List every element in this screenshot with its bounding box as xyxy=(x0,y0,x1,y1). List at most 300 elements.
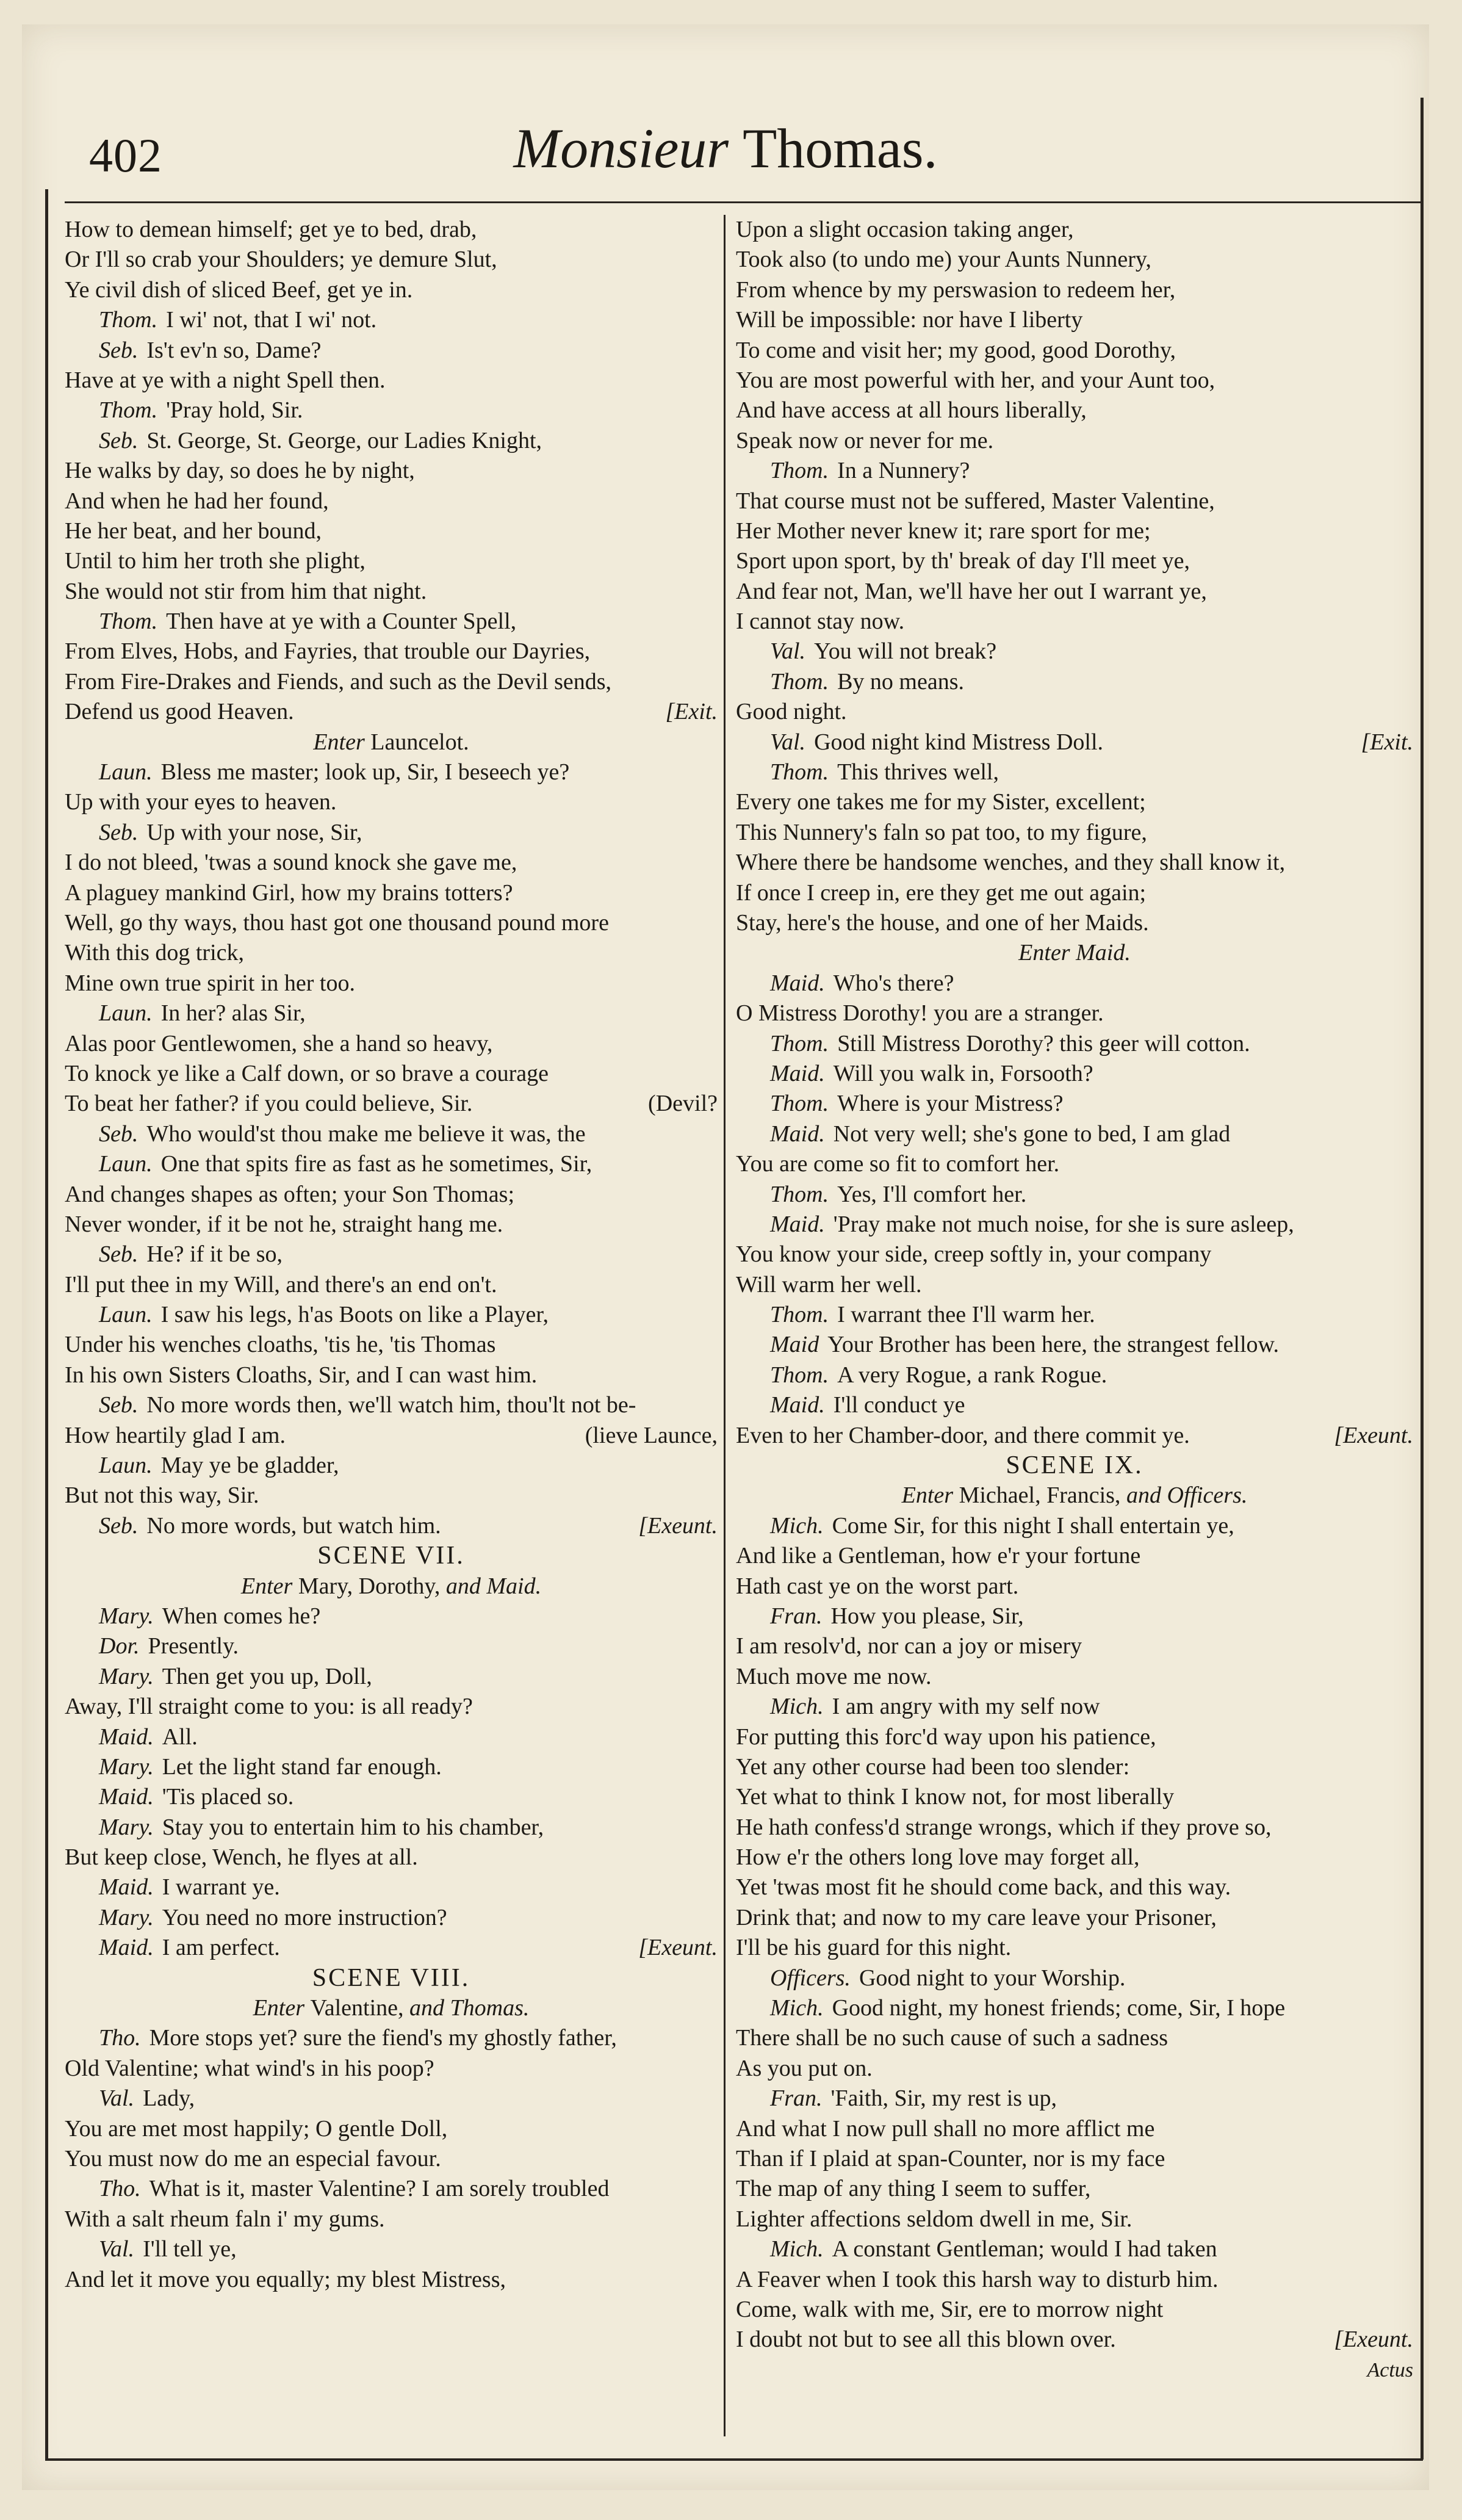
speaker-name: Mary. xyxy=(99,1663,154,1689)
verse-text: Where there be handsome wenches, and they shall know it, xyxy=(736,850,1286,876)
verse-line xyxy=(65,1692,718,1722)
speech-text: Who's there? xyxy=(833,970,954,996)
speaker-name: Laun. xyxy=(99,1302,153,1328)
speaker-name: Seb. xyxy=(99,337,139,363)
speech-text: He? if it be so, xyxy=(146,1241,283,1268)
speaker-name: Mary. xyxy=(99,1904,154,1930)
verse-line xyxy=(736,1149,1413,1179)
verse-text: I'll be his guard for this night. xyxy=(736,1935,1012,1961)
page-header xyxy=(22,116,1429,214)
verse-text: She would not stir from him that night. xyxy=(65,578,427,604)
verse-text: And changes shapes as often; your Son Thomas; xyxy=(65,1181,515,1207)
stage-direction-rest: and Maid. xyxy=(445,1573,542,1599)
verse-text: How to demean himself; get ye to bed, drab, xyxy=(65,217,477,242)
verse-line xyxy=(65,787,718,817)
verse-text: And when he had her found, xyxy=(65,488,329,514)
speech-line xyxy=(736,2234,1413,2264)
speech-text: By no means. xyxy=(837,668,965,695)
speaker-name: Thom. xyxy=(99,397,158,424)
speaker-name: Maid. xyxy=(99,1935,154,1961)
speech-text: Come Sir, for this night I shall entertain ye, xyxy=(832,1512,1234,1539)
verse-line xyxy=(736,2325,1413,2355)
speech-text: St. George, St. George, our Ladies Knight, xyxy=(146,427,542,453)
verse-text: Yet any other course had been too slender: xyxy=(736,1753,1130,1780)
speech-line xyxy=(65,1451,718,1481)
speech-text: Then have at ye with a Counter Spell, xyxy=(166,608,517,635)
scene-heading: SCENE VIII. xyxy=(312,1963,470,1992)
verse-line xyxy=(65,1029,718,1059)
verse-line xyxy=(736,426,1413,456)
verse-line xyxy=(65,456,718,486)
speech-line xyxy=(736,1993,1413,2023)
verse-text: How e'r the others long love may forget all, xyxy=(736,1844,1140,1871)
speech-text: 'Faith, Sir, my rest is up, xyxy=(830,2085,1057,2112)
verse-text: Hath cast ye on the worst part. xyxy=(736,1573,1019,1599)
speech-text: Good night, my honest friends; come, Sir, I hope xyxy=(832,1995,1286,2021)
verse-line xyxy=(736,697,1413,727)
speaker-name: Laun. xyxy=(99,1151,153,1177)
verse-text: Defend us good Heaven. xyxy=(65,699,294,725)
speech-line xyxy=(65,426,718,456)
stage-direction-names: Mary, Dorothy, xyxy=(298,1573,441,1599)
verse-text: From Elves, Hobs, and Fayries, that trouble our Dayries, xyxy=(65,638,591,665)
verse-line xyxy=(65,516,718,546)
verse-line xyxy=(736,1631,1413,1661)
speech-text: Stay you to entertain him to his chamber, xyxy=(162,1814,544,1840)
speaker-name: Mich. xyxy=(770,1995,824,2021)
speech-text: I am angry with my self now xyxy=(832,1694,1100,1720)
verse-line xyxy=(736,2295,1413,2325)
verse-text: Than if I plaid at span-Counter, nor is my face xyxy=(736,2146,1165,2172)
left-column xyxy=(65,215,718,2295)
verse-line xyxy=(736,577,1413,607)
speech-text: Who would'st thou make me believe it was, the xyxy=(146,1121,586,1147)
stage-direction-names: Michael, Francis, xyxy=(959,1482,1121,1509)
verse-line xyxy=(736,1813,1413,1843)
speech-text: What is it, master Valentine? I am sorely troubled xyxy=(149,2176,610,2202)
speaker-name: Seb. xyxy=(99,1241,139,1268)
speech-line xyxy=(736,1963,1413,1993)
speaker-name: Thom. xyxy=(770,458,829,484)
right-aligned-direction: [Exeunt. xyxy=(638,1512,718,1539)
speaker-name: Seb. xyxy=(99,427,139,453)
verse-line xyxy=(736,2174,1413,2204)
verse-text: I'll put thee in my Will, and there's an end on't. xyxy=(65,1271,497,1298)
verse-text: He walks by day, so does he by night, xyxy=(65,458,415,484)
speech-line xyxy=(736,2084,1413,2114)
speech-text: A very Rogue, a rank Rogue. xyxy=(837,1362,1107,1388)
speech-line xyxy=(65,1149,718,1179)
stage-direction-verb: Enter xyxy=(240,1573,293,1599)
verse-text: O Mistress Dorothy! you are a stranger. xyxy=(736,1000,1104,1027)
speaker-name: Val. xyxy=(99,2236,135,2262)
speech-line xyxy=(736,456,1413,486)
speech-text: How you please, Sir, xyxy=(830,1603,1024,1629)
right-column xyxy=(736,215,1413,2385)
verse-text: How heartily glad I am. xyxy=(65,1422,286,1448)
verse-line xyxy=(65,486,718,516)
speech-text: Still Mistress Dorothy? this geer will cotton. xyxy=(837,1030,1250,1056)
verse-text: You are most powerful with her, and your Aunt too, xyxy=(736,367,1215,393)
verse-text: Yet what to think I know not, for most liberally xyxy=(736,1784,1175,1810)
speaker-name: Seb. xyxy=(99,1121,139,1147)
speech-line xyxy=(736,1210,1413,1240)
verse-line xyxy=(736,787,1413,817)
verse-text: Will warm her well. xyxy=(736,1271,922,1298)
speaker-name: Maid. xyxy=(770,970,825,996)
catchword: Actus xyxy=(1367,2358,1413,2381)
speaker-name: Laun. xyxy=(99,1453,153,1479)
verse-line xyxy=(736,1572,1413,1601)
verse-text: Even to her Chamber-door, and there commit ye. xyxy=(736,1422,1190,1448)
verse-text: As you put on. xyxy=(736,2055,873,2081)
speech-line xyxy=(736,1360,1413,1390)
speech-line xyxy=(65,1662,718,1692)
verse-line xyxy=(65,637,718,666)
verse-text: You must now do me an especial favour. xyxy=(65,2146,441,2172)
speech-text: More stops yet? sure the fiend's my ghostly father, xyxy=(149,2025,617,2051)
speech-text: 'Pray make not much noise, for she is sure asleep, xyxy=(833,1211,1294,1237)
verse-line xyxy=(736,1752,1413,1782)
speech-text: 'Pray hold, Sir. xyxy=(166,397,303,424)
verse-text: With a salt rheum faln i' my gums. xyxy=(65,2206,385,2232)
stage-direction-names: Valentine, xyxy=(310,1995,404,2021)
verse-line xyxy=(736,2204,1413,2234)
verse-text: With this dog trick, xyxy=(65,940,244,966)
verse-line xyxy=(736,1421,1413,1451)
verse-text: Under his wenches cloaths, 'tis he, 'tis Thomas xyxy=(65,1332,496,1358)
verse-text: Mine own true spirit in her too. xyxy=(65,970,355,996)
speech-line xyxy=(65,1511,718,1541)
verse-line xyxy=(736,2114,1413,2144)
verse-text: You are met most happily; O gentle Doll, xyxy=(65,2115,448,2142)
speech-line xyxy=(65,998,718,1028)
verse-line xyxy=(65,1180,718,1210)
page-number: 402 xyxy=(89,129,162,182)
verse-line xyxy=(736,336,1413,366)
verse-line xyxy=(736,1541,1413,1571)
stage-direction xyxy=(65,1993,718,2023)
speech-text: Then get you up, Doll, xyxy=(162,1663,372,1689)
verse-line xyxy=(65,667,718,697)
speech-text: Let the light stand far enough. xyxy=(162,1753,442,1780)
verse-line xyxy=(736,1903,1413,1933)
verse-line xyxy=(736,998,1413,1028)
verse-text: Will be impossible: nor have I liberty xyxy=(736,307,1083,333)
verse-text: There shall be no such cause of such a sadness xyxy=(736,2025,1169,2051)
book-page xyxy=(22,24,1429,2490)
verse-text: Alas poor Gentlewomen, she a hand so heavy, xyxy=(65,1030,493,1056)
speech-text: Presently. xyxy=(148,1633,239,1659)
stage-direction-verb: Enter xyxy=(901,1482,954,1509)
verse-line xyxy=(65,1360,718,1390)
speaker-name: Mich. xyxy=(770,1512,824,1539)
speech-text: Not very well; she's gone to bed, I am glad xyxy=(833,1121,1231,1147)
verse-line xyxy=(736,2023,1413,2053)
speaker-name: Fran. xyxy=(770,2085,823,2112)
verse-text: Until to him her troth she plight, xyxy=(65,548,366,574)
verse-line xyxy=(65,908,718,938)
verse-line xyxy=(736,275,1413,305)
verse-text: Have at ye with a night Spell then. xyxy=(65,367,386,393)
speaker-name: Tho. xyxy=(99,2025,141,2051)
verse-line xyxy=(736,516,1413,546)
scene-heading: SCENE VII. xyxy=(317,1542,465,1570)
speech-text: Where is your Mistress? xyxy=(837,1091,1064,1117)
speech-line xyxy=(736,1300,1413,1330)
stage-direction xyxy=(736,938,1413,968)
speaker-name: Maid. xyxy=(770,1392,825,1418)
speech-line xyxy=(736,969,1413,998)
speaker-name: Mich. xyxy=(770,1694,824,1720)
verse-text: Took also (to undo me) your Aunts Nunnery, xyxy=(736,247,1151,273)
speech-text: No more words then, we'll watch him, thou'lt not be- xyxy=(146,1392,636,1418)
speech-text: Yes, I'll comfort her. xyxy=(837,1181,1027,1207)
verse-line xyxy=(65,366,718,395)
speaker-name: Seb. xyxy=(99,819,139,845)
verse-text: And have access at all hours liberally, xyxy=(736,397,1087,424)
verse-text: This Nunnery's faln so pat too, to my figure, xyxy=(736,819,1147,845)
speaker-name: Thom. xyxy=(770,1181,829,1207)
verse-line xyxy=(65,878,718,908)
speech-line xyxy=(65,2084,718,2114)
speech-line xyxy=(736,1390,1413,1420)
verse-text: That course must not be suffered, Master Valentine, xyxy=(736,488,1215,514)
right-aligned-direction: [Exit. xyxy=(665,699,718,725)
speaker-name: Thom. xyxy=(770,1302,829,1328)
verse-line xyxy=(736,305,1413,335)
verse-text: A Feaver when I took this harsh way to disturb him. xyxy=(736,2266,1219,2292)
speech-text: I'll tell ye, xyxy=(143,2236,237,2262)
verse-text: From Fire-Drakes and Fiends, and such as the Devil sends, xyxy=(65,668,612,695)
stage-direction xyxy=(65,1572,718,1601)
speech-line xyxy=(65,305,718,335)
stage-direction-verb: Enter xyxy=(313,729,365,755)
right-aligned-direction: [Exeunt. xyxy=(1334,1422,1413,1448)
speech-text: No more words, but watch him. xyxy=(146,1512,441,1539)
speech-line xyxy=(65,1300,718,1330)
verse-line xyxy=(736,607,1413,637)
verse-line xyxy=(736,1872,1413,1902)
verse-text: You know your side, creep softly in, your company xyxy=(736,1241,1212,1268)
speech-line xyxy=(65,1903,718,1933)
verse-text: Lighter affections seldom dwell in me, Sir. xyxy=(736,2206,1133,2232)
verse-line xyxy=(736,546,1413,576)
verse-line xyxy=(736,1240,1413,1269)
verse-text: Stay, here's the house, and one of her Maids. xyxy=(736,909,1149,936)
speaker-name: Mary. xyxy=(99,1814,154,1840)
speech-text: All. xyxy=(162,1724,198,1750)
speaker-name: Thom. xyxy=(770,1091,829,1117)
verse-line xyxy=(65,1481,718,1511)
speaker-name: Val. xyxy=(770,729,806,755)
speaker-name: Seb. xyxy=(99,1512,139,1539)
speech-line xyxy=(736,1059,1413,1089)
verse-line xyxy=(736,1722,1413,1752)
page-frame-left xyxy=(45,189,48,2460)
speech-line xyxy=(736,667,1413,697)
verse-text: He her beat, and her bound, xyxy=(65,518,322,544)
verse-text: Or I'll so crab your Shoulders; ye demure Slut, xyxy=(65,247,497,273)
speaker-name: Thom. xyxy=(99,307,158,333)
verse-line xyxy=(65,577,718,607)
stage-direction xyxy=(736,1481,1413,1511)
speech-text: When comes he? xyxy=(162,1603,321,1629)
verse-line xyxy=(65,969,718,998)
speech-line xyxy=(65,1752,718,1782)
verse-line xyxy=(736,1662,1413,1692)
stage-direction xyxy=(65,727,718,757)
speech-line xyxy=(65,1240,718,1269)
verse-line xyxy=(65,2054,718,2084)
verse-text: Drink that; and now to my care leave your Prisoner, xyxy=(736,1904,1217,1930)
verse-text: For putting this forc'd way upon his patience, xyxy=(736,1724,1156,1750)
verse-text: You are come so fit to comfort her. xyxy=(736,1151,1060,1177)
stage-direction-rest: and Officers. xyxy=(1126,1482,1248,1509)
speech-line xyxy=(65,1782,718,1812)
verse-text: But keep close, Wench, he flyes at all. xyxy=(65,1844,418,1871)
speaker-name: Maid. xyxy=(99,1874,154,1901)
verse-text: I cannot stay now. xyxy=(736,608,905,635)
verse-line xyxy=(65,1330,718,1360)
verse-line xyxy=(65,2144,718,2174)
header-rule xyxy=(65,201,1422,203)
speaker-name: Mich. xyxy=(770,2236,824,2262)
speaker-name: Maid xyxy=(770,1332,819,1358)
stage-direction-rest: and Thomas. xyxy=(409,1995,530,2021)
verse-line xyxy=(736,245,1413,275)
speech-line xyxy=(736,1511,1413,1541)
speech-text: Bless me master; look up, Sir, I beseech ye? xyxy=(160,759,570,785)
speech-text: Is't ev'n so, Dame? xyxy=(146,337,322,363)
verse-line xyxy=(65,1089,718,1119)
verse-text: Much move me now. xyxy=(736,1663,932,1689)
verse-text: Sport upon sport, by th' break of day I'll meet ye, xyxy=(736,548,1190,574)
verse-text: Old Valentine; what wind's in his poop? xyxy=(65,2055,434,2081)
verse-line xyxy=(736,908,1413,938)
verse-line xyxy=(736,2265,1413,2295)
speech-text: Your Brother has been here, the strangest fellow. xyxy=(827,1332,1279,1358)
verse-text: To come and visit her; my good, good Dorothy, xyxy=(736,337,1176,363)
speaker-name: Maid. xyxy=(770,1060,825,1086)
page-frame-bottom xyxy=(45,2458,1423,2461)
verse-line xyxy=(65,2114,718,2144)
speech-line xyxy=(65,1601,718,1631)
speech-line xyxy=(65,1933,718,1963)
speaker-name: Mary. xyxy=(99,1753,154,1780)
right-aligned-direction: [Exeunt. xyxy=(638,1935,718,1961)
speech-line xyxy=(65,1722,718,1752)
verse-text: And like a Gentleman, how e'r your fortune xyxy=(736,1543,1141,1569)
speaker-name: Thom. xyxy=(770,1362,829,1388)
verse-text: Away, I'll straight come to you: is all ready? xyxy=(65,1694,473,1720)
speech-text: You will not break? xyxy=(814,638,997,665)
speech-line xyxy=(65,2234,718,2264)
speech-text: I warrant thee I'll warm her. xyxy=(837,1302,1095,1328)
speech-line xyxy=(65,336,718,366)
verse-line xyxy=(736,818,1413,848)
speaker-name: Fran. xyxy=(770,1603,823,1629)
verse-text: Good night. xyxy=(736,699,847,725)
verse-line xyxy=(736,1270,1413,1300)
page-frame-right xyxy=(1421,98,1424,2460)
speech-line xyxy=(65,2174,718,2204)
speaker-name: Val. xyxy=(99,2085,135,2112)
running-title-rest: Thomas. xyxy=(743,117,938,179)
speech-text: I saw his legs, h'as Boots on like a Player, xyxy=(160,1302,549,1328)
speech-text: Good night to your Worship. xyxy=(859,1965,1126,1991)
speech-text: In a Nunnery? xyxy=(837,458,970,484)
verse-line xyxy=(65,1843,718,1872)
speech-text: In her? alas Sir, xyxy=(160,1000,306,1027)
speech-text: I'll conduct ye xyxy=(833,1392,965,1418)
speech-line xyxy=(736,1330,1413,1360)
verse-line xyxy=(65,546,718,576)
speech-line xyxy=(736,1692,1413,1722)
speech-text: May ye be gladder, xyxy=(160,1453,339,1479)
verse-text: The map of any thing I seem to suffer, xyxy=(736,2176,1091,2202)
speech-text: 'Tis placed so. xyxy=(162,1784,294,1810)
scene-heading: SCENE IX. xyxy=(1006,1451,1143,1480)
speech-line xyxy=(65,1390,718,1420)
speech-line xyxy=(736,637,1413,666)
verse-text: A plaguey mankind Girl, how my brains totters? xyxy=(65,879,513,906)
verse-line xyxy=(65,1210,718,1240)
verse-line xyxy=(736,1933,1413,1963)
verse-line xyxy=(65,2265,718,2295)
speaker-name: Mary. xyxy=(99,1603,154,1629)
speech-line xyxy=(65,757,718,787)
stage-direction-rest: Maid. xyxy=(1076,940,1131,966)
verse-text: If once I creep in, ere they get me out again; xyxy=(736,879,1147,906)
speech-text: I warrant ye. xyxy=(162,1874,280,1901)
speaker-name: Thom. xyxy=(770,1030,829,1056)
verse-text: He hath confess'd strange wrongs, which if they prove so, xyxy=(736,1814,1272,1840)
verse-line xyxy=(65,1270,718,1300)
verse-line xyxy=(65,1059,718,1089)
speech-text: Good night kind Mistress Doll. xyxy=(814,729,1104,755)
speaker-name: Seb. xyxy=(99,1392,139,1418)
speech-text: One that spits fire as fast as he sometimes, Sir, xyxy=(160,1151,592,1177)
right-aligned-direction: (Devil? xyxy=(648,1091,718,1117)
verse-line xyxy=(65,275,718,305)
verse-text: I do not bleed, 'twas a sound knock she gave me, xyxy=(65,850,517,876)
verse-text: From whence by my perswasion to redeem her, xyxy=(736,276,1176,303)
speech-line xyxy=(65,818,718,848)
verse-line xyxy=(736,1843,1413,1872)
verse-text: Her Mother never knew it; rare sport for me; xyxy=(736,518,1151,544)
verse-text: And fear not, Man, we'll have her out I warrant ye, xyxy=(736,578,1207,604)
verse-text: Every one takes me for my Sister, excellent; xyxy=(736,789,1146,815)
right-aligned-direction: [Exeunt. xyxy=(1334,2327,1413,2353)
verse-text: I doubt not but to see all this blown over. xyxy=(736,2327,1116,2353)
verse-text: Never wonder, if it be not he, straight hang me. xyxy=(65,1211,503,1237)
right-aligned-direction: (lieve Launce, xyxy=(585,1422,718,1448)
verse-line xyxy=(736,486,1413,516)
speech-text: Will you walk in, Forsooth? xyxy=(833,1060,1093,1086)
verse-text: Upon a slight occasion taking anger, xyxy=(736,217,1074,242)
verse-text: In his own Sisters Cloaths, Sir, and I can wast him. xyxy=(65,1362,538,1388)
verse-line xyxy=(736,366,1413,395)
speaker-name: Dor. xyxy=(99,1633,140,1659)
speech-text: I am perfect. xyxy=(162,1935,280,1961)
verse-text: Ye civil dish of sliced Beef, get ye in. xyxy=(65,276,413,303)
verse-line xyxy=(65,245,718,275)
speech-line xyxy=(65,2023,718,2053)
verse-text: Well, go thy ways, thou hast got one thousand pound more xyxy=(65,909,609,936)
speech-text: I wi' not, that I wi' not. xyxy=(166,307,377,333)
verse-line xyxy=(736,1782,1413,1812)
